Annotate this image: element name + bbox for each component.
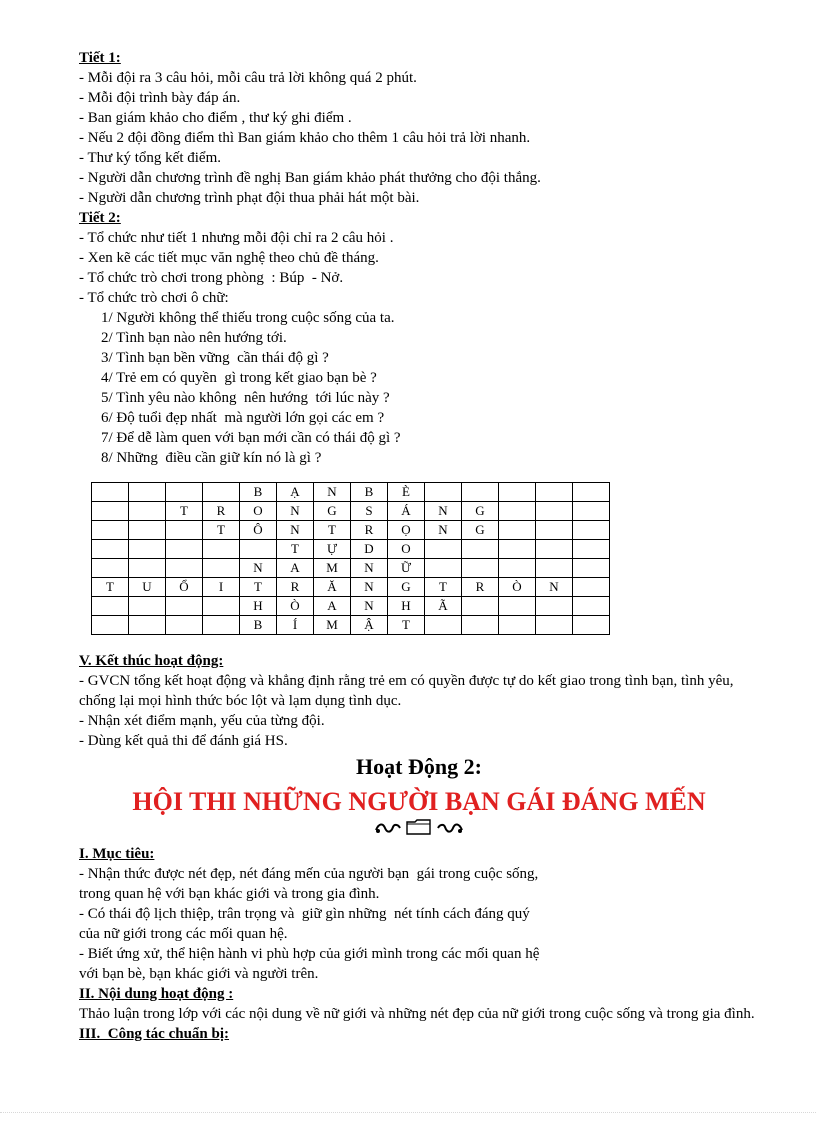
crossword-cell (573, 483, 610, 502)
crossword-row (92, 616, 610, 635)
crossword-cell: M (314, 559, 351, 578)
ket-thuc-line: - Dùng kết quả thi để đánh giá HS. (79, 733, 288, 749)
crossword-cell: N (277, 521, 314, 540)
crossword-cell: Ò (277, 597, 314, 616)
crossword-questions (79, 308, 759, 468)
crossword-grid (91, 482, 610, 635)
crossword-cell (536, 559, 573, 578)
flourish-right-icon (436, 820, 464, 842)
ket-thuc-heading: V. Kết thúc hoạt động: (79, 653, 224, 669)
crossword-cell (203, 559, 240, 578)
crossword-cell (203, 540, 240, 559)
crossword-cell: Ậ (351, 616, 388, 635)
crossword-row (92, 597, 610, 616)
muc-tieu-line: - Biết ứng xử, thể hiện hành vi phù hợp của giới mình trong các mối quan hệ (79, 946, 540, 962)
crossword-cell (166, 559, 203, 578)
tiet1-line: - Người dẫn chương trình đề nghị Ban giám khảo phát thưởng cho đội thắng. (79, 170, 541, 186)
activity2-subtitle: HỘI THI NHỮNG NGƯỜI BẠN GÁI ĐÁNG MẾN (132, 787, 706, 816)
tiet1-line: - Nếu 2 đội đồng điểm thì Ban giám khảo cho thêm 1 câu hỏi trả lời nhanh. (79, 130, 531, 146)
crossword-cell: N (425, 521, 462, 540)
muc-tieu-line: - Nhận thức được nét đẹp, nét đáng mến của người bạn gái trong cuộc sống, (79, 866, 539, 882)
crossword-cell (166, 540, 203, 559)
crossword-cell (573, 578, 610, 597)
noi-dung-heading: II. Nội dung hoạt động : (79, 986, 234, 1002)
crossword-cell: B (351, 483, 388, 502)
crossword-cell: N (425, 502, 462, 521)
muc-tieu-line: - Có thái độ lịch thiệp, trân trọng và giữ gìn những nét tính cách đáng quý (79, 906, 530, 922)
crossword-cell (129, 540, 166, 559)
crossword-cell (499, 540, 536, 559)
crossword-cell: T (240, 578, 277, 597)
crossword-cell (425, 559, 462, 578)
crossword-cell: R (203, 502, 240, 521)
crossword-cell: O (240, 502, 277, 521)
crossword-cell (129, 483, 166, 502)
activity2-title: Hoạt Động 2: (356, 754, 482, 779)
crossword-cell: Ổ (166, 578, 203, 597)
crossword-cell (425, 483, 462, 502)
crossword-cell: G (388, 578, 425, 597)
crossword-cell (573, 521, 610, 540)
crossword-cell: G (462, 521, 499, 540)
tiet1-line: - Mỗi đội trình bày đáp án. (79, 90, 241, 106)
crossword-question: 5/ Tình yêu nào không nên hướng tới lúc này ? (101, 390, 390, 406)
crossword-cell (462, 616, 499, 635)
crossword-cell (573, 540, 610, 559)
crossword-cell (92, 597, 129, 616)
tiet1-heading: Tiết 1: (79, 50, 121, 66)
crossword-cell (92, 483, 129, 502)
crossword-cell: T (203, 521, 240, 540)
tiet2-lines (79, 228, 759, 308)
tiet1-line: - Mỗi đội ra 3 câu hỏi, mỗi câu trả lời không quá 2 phút. (79, 70, 417, 86)
crossword-cell (129, 616, 166, 635)
noi-dung-paragraph: Thảo luận trong lớp với các nội dung về nữ giới và những nét đẹp của nữ giới trong cuộc sống và trong gia đình. (79, 1006, 755, 1022)
crossword-cell: Ạ (277, 483, 314, 502)
crossword-cell: A (314, 597, 351, 616)
crossword-cell (425, 540, 462, 559)
crossword-cell: G (314, 502, 351, 521)
crossword-row (92, 483, 610, 502)
document-page (79, 48, 759, 1044)
tiet2-line: - Xen kẽ các tiết mục văn nghệ theo chủ đề tháng. (79, 250, 379, 266)
crossword-cell: I (203, 578, 240, 597)
crossword-row (92, 502, 610, 521)
crossword-cell (203, 597, 240, 616)
crossword-cell: M (314, 616, 351, 635)
crossword-cell: S (351, 502, 388, 521)
ornament (79, 819, 759, 842)
crossword-cell (425, 616, 462, 635)
ket-thuc-paragraph: - GVCN tổng kết hoạt động và khẳng định rằng trẻ em có quyền được tự do kết giao trong tình bạn, tình yêu, chống lại mọi hình thức bóc lột và lạm dụng tình dục. (79, 673, 734, 709)
crossword-cell (203, 616, 240, 635)
crossword-row (92, 540, 610, 559)
crossword-cell: T (388, 616, 425, 635)
crossword-cell (573, 559, 610, 578)
crossword-cell: Ự (314, 540, 351, 559)
crossword-cell (499, 483, 536, 502)
crossword-question: 2/ Tình bạn nào nên hướng tới. (101, 330, 287, 346)
crossword-cell: Ã (425, 597, 462, 616)
crossword-cell: N (314, 483, 351, 502)
crossword-cell: N (536, 578, 573, 597)
crossword-cell: Ò (499, 578, 536, 597)
crossword-cell: T (425, 578, 462, 597)
crossword-cell: È (388, 483, 425, 502)
muc-tieu-lines (79, 864, 759, 984)
crossword-cell (499, 597, 536, 616)
chuan-bi-heading: III. Công tác chuẩn bị: (79, 1026, 230, 1042)
crossword-cell (92, 616, 129, 635)
crossword-cell: N (351, 559, 388, 578)
tiet1-lines (79, 68, 759, 208)
crossword-cell (166, 597, 203, 616)
crossword-cell: T (92, 578, 129, 597)
crossword-cell (129, 559, 166, 578)
crossword-cell (166, 616, 203, 635)
muc-tieu-line: với bạn bè, bạn khác giới và người trên. (79, 966, 319, 982)
crossword-cell (462, 559, 499, 578)
crossword-row (92, 578, 610, 597)
crossword-question: 4/ Trẻ em có quyền gì trong kết giao bạn bè ? (101, 370, 377, 386)
crossword-cell (462, 483, 499, 502)
tiet2-heading: Tiết 2: (79, 210, 121, 226)
ket-thuc-line: - Nhận xét điểm mạnh, yếu của từng đội. (79, 713, 325, 729)
tiet1-line: - Người dẫn chương trình phạt đội thua phải hát một bài. (79, 190, 420, 206)
crossword-cell (536, 483, 573, 502)
crossword-question: 1/ Người không thể thiếu trong cuộc sống của ta. (101, 310, 395, 326)
crossword-cell (203, 483, 240, 502)
crossword-cell: Ô (240, 521, 277, 540)
muc-tieu-line: của nữ giới trong các mối quan hệ. (79, 926, 288, 942)
crossword-cell (92, 559, 129, 578)
muc-tieu-heading: I. Mục tiêu: (79, 846, 155, 862)
crossword-cell: R (462, 578, 499, 597)
crossword-cell (92, 521, 129, 540)
tiet2-line: - Tổ chức như tiết 1 nhưng mỗi đội chỉ ra 2 câu hỏi . (79, 230, 394, 246)
crossword-cell (129, 502, 166, 521)
crossword-question: 8/ Những điều cần giữ kín nó là gì ? (101, 450, 322, 466)
crossword-cell (129, 521, 166, 540)
tiet1-line: - Ban giám khảo cho điểm , thư ký ghi điểm . (79, 110, 352, 126)
crossword-cell (240, 540, 277, 559)
crossword-cell (499, 521, 536, 540)
crossword-cell: R (277, 578, 314, 597)
crossword-cell (166, 521, 203, 540)
crossword-cell (462, 597, 499, 616)
ket-thuc-lines (79, 711, 759, 751)
crossword-cell (573, 502, 610, 521)
crossword-cell: Á (388, 502, 425, 521)
crossword-cell (92, 540, 129, 559)
crossword-question: 6/ Độ tuổi đẹp nhất mà người lớn gọi các em ? (101, 410, 385, 426)
crossword-cell (573, 616, 610, 635)
crossword-row (92, 521, 610, 540)
crossword-cell: U (129, 578, 166, 597)
crossword-cell: N (351, 578, 388, 597)
tiet2-line: - Tổ chức trò chơi ô chữ: (79, 290, 229, 306)
crossword-cell: N (277, 502, 314, 521)
crossword-cell: H (388, 597, 425, 616)
crossword-cell: T (166, 502, 203, 521)
crossword-cell: T (314, 521, 351, 540)
flourish-left-icon (374, 820, 402, 842)
crossword-cell: N (240, 559, 277, 578)
crossword-cell (573, 597, 610, 616)
folder-icon (406, 819, 432, 842)
crossword-cell: Ă (314, 578, 351, 597)
crossword-cell (92, 502, 129, 521)
crossword-cell: R (351, 521, 388, 540)
crossword-cell (536, 540, 573, 559)
crossword-cell: N (351, 597, 388, 616)
crossword-cell (499, 502, 536, 521)
tiet1-line: - Thư ký tổng kết điểm. (79, 150, 222, 166)
crossword-cell: Í (277, 616, 314, 635)
tiet2-line: - Tổ chức trò chơi trong phòng : Búp - Nở. (79, 270, 344, 286)
crossword-question: 7/ Để dễ làm quen với bạn mới cần có thái độ gì ? (101, 430, 401, 446)
crossword-cell: D (351, 540, 388, 559)
crossword-cell (499, 616, 536, 635)
crossword-cell: Ọ (388, 521, 425, 540)
crossword-cell: B (240, 483, 277, 502)
crossword-cell: G (462, 502, 499, 521)
crossword-cell (129, 597, 166, 616)
crossword-cell: T (277, 540, 314, 559)
muc-tieu-line: trong quan hệ với bạn khác giới và trong gia đình. (79, 886, 380, 902)
crossword-cell (166, 483, 203, 502)
crossword-row (92, 559, 610, 578)
crossword-cell (462, 540, 499, 559)
crossword-cell: A (277, 559, 314, 578)
crossword-cell (499, 559, 536, 578)
crossword-cell: Ữ (388, 559, 425, 578)
crossword-cell (536, 616, 573, 635)
crossword-cell (536, 521, 573, 540)
crossword-cell (536, 502, 573, 521)
page-bottom-border (0, 1112, 816, 1113)
crossword-cell: H (240, 597, 277, 616)
crossword-cell: B (240, 616, 277, 635)
crossword-cell: O (388, 540, 425, 559)
crossword-cell (536, 597, 573, 616)
crossword-question: 3/ Tình bạn bền vững cần thái độ gì ? (101, 350, 329, 366)
